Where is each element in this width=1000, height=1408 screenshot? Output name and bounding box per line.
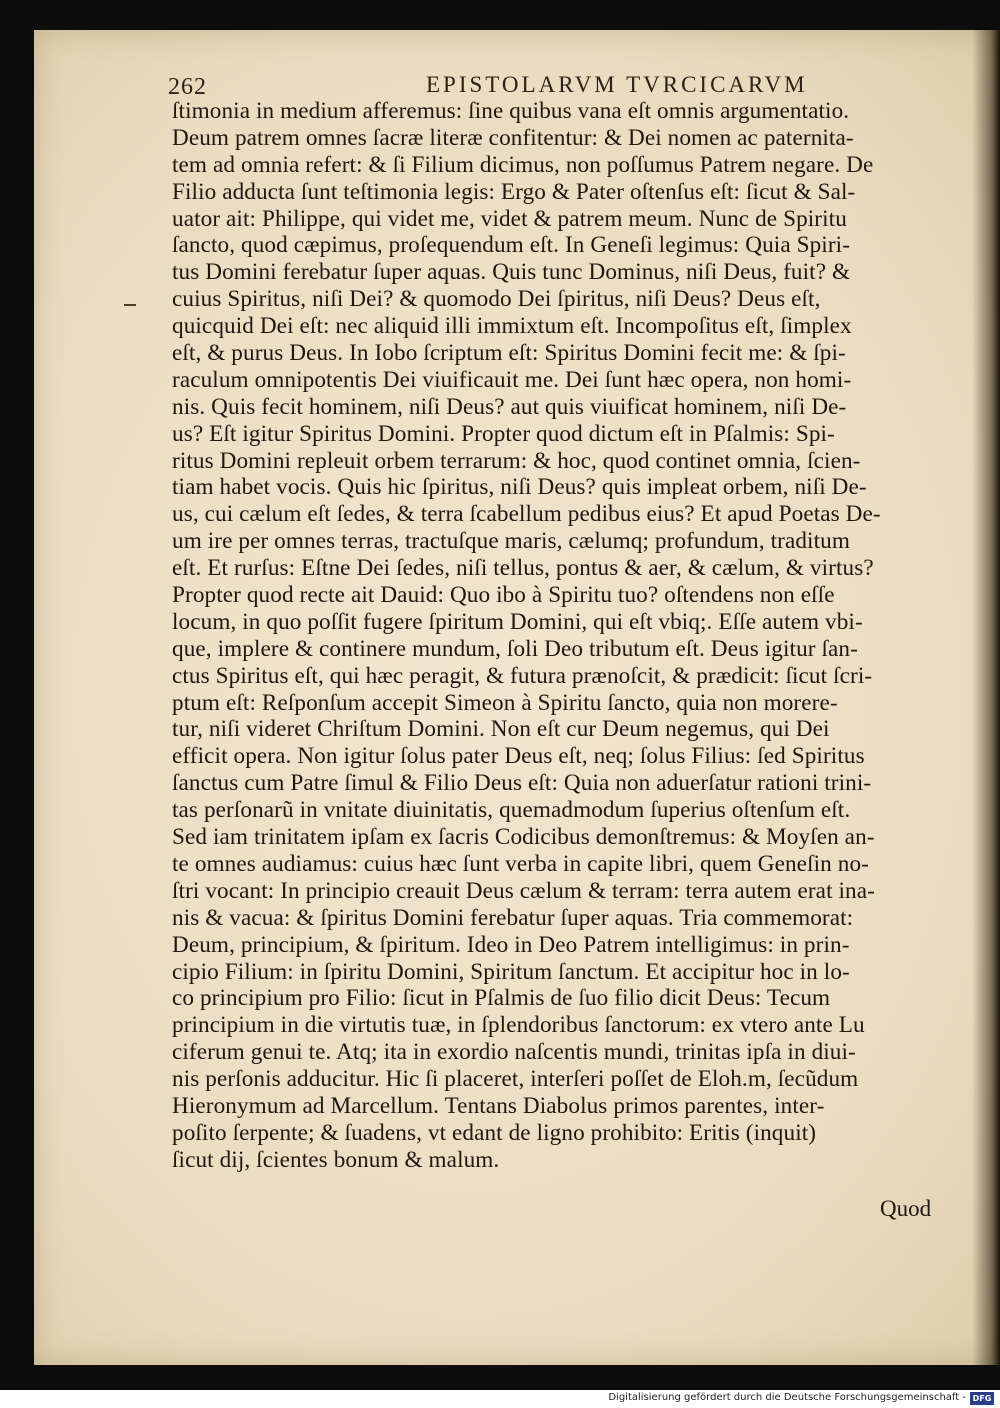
text-line: principium in die virtutis tuæ, in ſplendoribus ſanctorum: ex vtero ante Lu [172,1012,865,1039]
text-line: eſt. Et rurſus: Eſtne Dei ſedes, niſi tellus, pontus & aer, & cælum, & virtus? [172,555,874,582]
text-line: nis & vacua: & ſpiritus Domini ferebatur ſuper aquas. Tria commemorat: [172,904,854,931]
text-line: Hieronymum ad Marcellum. Tentans Diabolus primos parentes, inter- [172,1092,825,1119]
text-line: ſanctus cum Patre ſimul & Filio Deus eſt: Quia non aduerſatur rationi trini- [172,770,872,797]
text-line: co principium pro Filio: ſicut in Pſalmis de ſuo filio dicit Deus: Tecum [172,985,831,1012]
text-line: ſtimonia in medium afferemus: ſine quibus vana eſt omnis argumentatio. [172,98,850,124]
page-gutter-shadow [972,30,1000,1365]
text-line: tiam habet vocis. Quis hic ſpiritus, niſi Deus? quis impleat orbem, niſi De- [172,474,867,501]
text-line: um ire per omnes terras, tractuſque maris, cælumq; profundum, traditum [172,528,850,555]
text-line: ptum eſt: Reſponſum accepit Simeon à Spiritu ſancto, quia non morere- [172,689,838,716]
text-line: eſt, & purus Deus. In Iobo ſcriptum eſt: Spiritus Domini fecit me: & ſpi- [172,340,846,367]
text-line: ſtri vocant: In principio creauit Deus cælum & terram: terra autem erat ina- [172,877,875,904]
text-line: quicquid Dei eſt: nec aliquid illi immixtum eſt. Incompoſitus eſt, ſimplex [172,313,852,340]
text-line: tas perſonarũ in vnitate diuinitatis, quemadmodum ſuperius oſtenſum eſt. [172,797,851,824]
text-line: uator ait: Philippe, qui videt me, videt & patrem meum. Nunc de Spiritu [172,205,847,232]
text-line: cipio Filium: in ſpiritu Domini, Spiritum ſanctum. Et accipitur hoc in lo- [172,958,850,985]
catchword: Quod [880,1196,932,1221]
text-line: Propter quod recte ait Dauid: Quo ibo à Spiritu tuo? oſtendens non eſſe [172,582,835,609]
text-line: que, implere & continere mundum, ſoli Deo tributum eſt. Deus igitur ſan- [172,635,858,662]
text-line: ciferum genui te. Atq; ita in exordio naſcentis mundi, trinitas ipſa in diui- [172,1039,856,1066]
text-line: ſicut dij, ſcientes bonum & malum. [172,1146,500,1173]
body-text [172,98,972,1174]
digitization-footer [0,1390,1000,1408]
text-line: tus Domini ferebatur ſuper aquas. Quis tunc Dominus, niſi Deus, fuit? & [172,259,851,286]
page-number: 262 [168,74,207,100]
text-line: Deum patrem omnes ſacræ literæ confitentur: & Dei nomen ac paternita- [172,124,854,151]
text-line: ritus Domini repleuit orbem terrarum: & hoc, quod continet omnia, ſcien- [172,447,861,474]
text-line: Sed iam trinitatem ipſam ex ſacris Codicibus demonſtremus: & Moyſen an- [172,824,875,851]
text-line: ctus Spiritus eſt, qui hæc peragit, & futura prænoſcit, & prædicit: ſicut ſcri- [172,662,873,689]
footer-credit: Digitalisierung gefördert durch die Deutsche Forschungsgemeinschaft - [608,1392,966,1403]
text-line: te omnes audiamus: cuius hæc ſunt verba in capite libri, quem Geneſin no- [172,850,869,877]
text-line: cuius Spiritus, niſi Dei? & quomodo Dei ſpiritus, niſi Deus? Deus eſt, [172,286,821,313]
text-line: tur, niſi videret Chriſtum Domini. Non eſt cur Deum negemus, qui Dei [172,716,830,743]
margin-mark [124,304,136,306]
text-line: poſito ſerpente; & ſuadens, vt edant de ligno prohibito: Eritis (inquit) [172,1119,817,1146]
text-line: nis perſonis adducitur. Hic ſi placeret, interſeri poſſet de Eloh.m, ſecũdum [172,1066,859,1093]
running-head: EPISTOLARVM TVRCICARVM [426,72,808,97]
dfg-logo-icon: DFG [970,1392,994,1405]
text-line: raculum omnipotentis Dei viuificauit me. Dei ſunt hæc opera, non homi- [172,366,852,393]
text-line: nis. Quis fecit hominem, niſi Deus? aut quis viuificat hominem, niſi De- [172,393,847,420]
text-line: efficit opera. Non igitur ſolus pater Deus eſt, neq; ſolus Filius: ſed Spiritus [172,743,865,770]
text-line: tem ad omnia refert: & ſi Filium dicimus, non poſſumus Patrem negare. De [172,151,874,178]
text-line: locum, in quo poſſit fugere ſpiritum Domini, qui eſt vbiq;. Eſſe autem vbi- [172,608,863,635]
text-line: us? Eſt igitur Spiritus Domini. Propter quod dictum eſt in Pſalmis: Spi- [172,420,835,447]
text-line: us, cui cælum eſt ſedes, & terra ſcabellum pedibus eius? Et apud Poetas De- [172,501,881,528]
text-line: ſancto, quod cæpimus, proſequendum eſt. In Geneſi legimus: Quia Spiri- [172,232,851,259]
text-line: Deum, principium, & ſpiritum. Ideo in Deo Patrem intelligimus: in prin- [172,931,850,958]
text-line: Filio adducta ſunt teſtimonia legis: Ergo & Pater oſtenſus eſt: ſicut & Sal- [172,178,856,205]
